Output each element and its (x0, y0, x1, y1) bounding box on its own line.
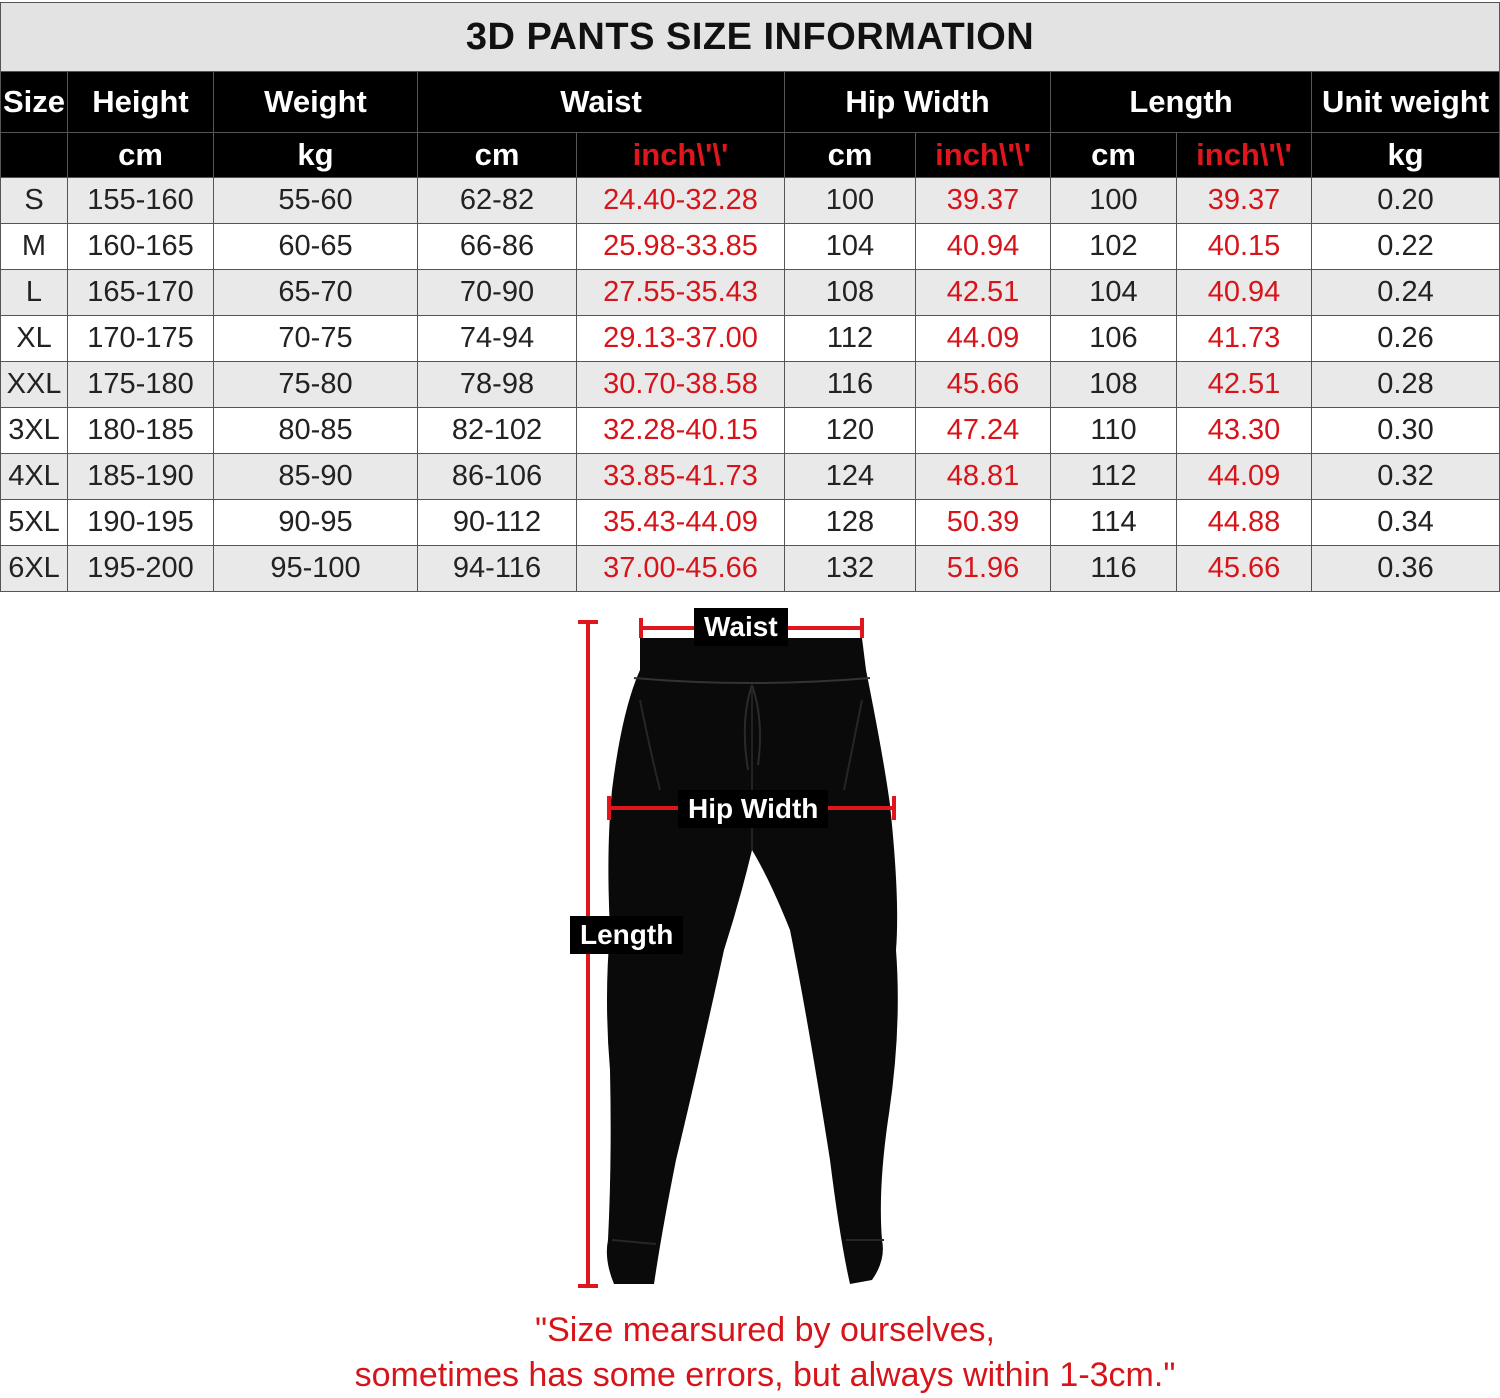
chart-title: 3D PANTS SIZE INFORMATION (1, 3, 1500, 72)
cell-size: 5XL (1, 500, 68, 546)
waist-label: Waist (694, 608, 788, 646)
cell-height: 170-175 (68, 316, 214, 362)
cell-hip-inch: 50.39 (916, 500, 1051, 546)
header-hip-width: Hip Width (785, 72, 1051, 133)
cell-height: 185-190 (68, 454, 214, 500)
measurement-note (0, 1308, 1500, 1398)
cell-hip-cm: 116 (785, 362, 916, 408)
cell-weight: 90-95 (214, 500, 418, 546)
cell-waist-cm: 70-90 (418, 270, 577, 316)
cell-weight: 55-60 (214, 178, 418, 224)
cell-length-inch: 41.73 (1177, 316, 1312, 362)
cell-size: 4XL (1, 454, 68, 500)
unit-length-inch: inch\'\' (1177, 133, 1312, 178)
cell-length-cm: 114 (1051, 500, 1177, 546)
table-row (1, 362, 1500, 408)
cell-length-inch: 44.88 (1177, 500, 1312, 546)
note-line-2: sometimes has some errors, but always within 1-3cm." (354, 1356, 1176, 1394)
size-rows (1, 178, 1500, 592)
cell-unit-weight: 0.20 (1312, 178, 1500, 224)
unit-waist-cm: cm (418, 133, 577, 178)
header-unit-weight: Unit weight (1312, 72, 1500, 133)
cell-weight: 85-90 (214, 454, 418, 500)
cell-length-cm: 102 (1051, 224, 1177, 270)
cell-weight: 70-75 (214, 316, 418, 362)
cell-waist-cm: 62-82 (418, 178, 577, 224)
unit-height: cm (68, 133, 214, 178)
header-height: Height (68, 72, 214, 133)
unit-length-cm: cm (1051, 133, 1177, 178)
cell-length-cm: 110 (1051, 408, 1177, 454)
cell-size: S (1, 178, 68, 224)
cell-waist-cm: 66-86 (418, 224, 577, 270)
cell-waist-cm: 94-116 (418, 546, 577, 592)
table-row (1, 316, 1500, 362)
length-label: Length (570, 916, 683, 954)
cell-height: 160-165 (68, 224, 214, 270)
cell-waist-inch: 27.55-35.43 (577, 270, 785, 316)
cell-hip-cm: 104 (785, 224, 916, 270)
unit-size (1, 133, 68, 178)
table-row (1, 270, 1500, 316)
cell-waist-cm: 74-94 (418, 316, 577, 362)
cell-hip-inch: 51.96 (916, 546, 1051, 592)
cell-waist-inch: 32.28-40.15 (577, 408, 785, 454)
cell-height: 190-195 (68, 500, 214, 546)
cell-waist-cm: 86-106 (418, 454, 577, 500)
cell-hip-cm: 124 (785, 454, 916, 500)
cell-unit-weight: 0.26 (1312, 316, 1500, 362)
note-line-1: "Size mearsured by ourselves, (535, 1311, 995, 1349)
cell-waist-inch: 25.98-33.85 (577, 224, 785, 270)
cell-weight: 95-100 (214, 546, 418, 592)
cell-unit-weight: 0.34 (1312, 500, 1500, 546)
cell-size: XXL (1, 362, 68, 408)
table-row (1, 546, 1500, 592)
cell-weight: 60-65 (214, 224, 418, 270)
cell-unit-weight: 0.24 (1312, 270, 1500, 316)
cell-length-cm: 108 (1051, 362, 1177, 408)
cell-hip-cm: 112 (785, 316, 916, 362)
cell-hip-inch: 45.66 (916, 362, 1051, 408)
cell-length-cm: 104 (1051, 270, 1177, 316)
cell-weight: 75-80 (214, 362, 418, 408)
cell-height: 175-180 (68, 362, 214, 408)
table-row (1, 454, 1500, 500)
cell-waist-cm: 78-98 (418, 362, 577, 408)
header-length: Length (1051, 72, 1312, 133)
cell-hip-cm: 100 (785, 178, 916, 224)
cell-hip-cm: 108 (785, 270, 916, 316)
cell-length-inch: 42.51 (1177, 362, 1312, 408)
cell-length-inch: 40.94 (1177, 270, 1312, 316)
pants-illustration (0, 600, 1500, 1300)
cell-hip-inch: 39.37 (916, 178, 1051, 224)
cell-waist-inch: 24.40-32.28 (577, 178, 785, 224)
cell-hip-cm: 120 (785, 408, 916, 454)
cell-height: 165-170 (68, 270, 214, 316)
cell-unit-weight: 0.30 (1312, 408, 1500, 454)
cell-hip-inch: 44.09 (916, 316, 1051, 362)
cell-waist-inch: 33.85-41.73 (577, 454, 785, 500)
pants-measurement-diagram (0, 600, 1500, 1300)
unit-unit-weight: kg (1312, 133, 1500, 178)
cell-waist-cm: 82-102 (418, 408, 577, 454)
unit-waist-inch: inch\'\' (577, 133, 785, 178)
cell-weight: 80-85 (214, 408, 418, 454)
size-chart-table (0, 2, 1500, 592)
cell-length-inch: 45.66 (1177, 546, 1312, 592)
cell-hip-inch: 48.81 (916, 454, 1051, 500)
table-row (1, 224, 1500, 270)
cell-size: 3XL (1, 408, 68, 454)
cell-waist-cm: 90-112 (418, 500, 577, 546)
cell-waist-inch: 30.70-38.58 (577, 362, 785, 408)
cell-waist-inch: 35.43-44.09 (577, 500, 785, 546)
cell-size: L (1, 270, 68, 316)
header-waist: Waist (418, 72, 785, 133)
cell-waist-inch: 37.00-45.66 (577, 546, 785, 592)
cell-hip-inch: 42.51 (916, 270, 1051, 316)
cell-length-inch: 44.09 (1177, 454, 1312, 500)
cell-weight: 65-70 (214, 270, 418, 316)
hip-width-label: Hip Width (678, 790, 828, 828)
cell-length-inch: 40.15 (1177, 224, 1312, 270)
cell-hip-cm: 132 (785, 546, 916, 592)
length-measure-line (578, 622, 598, 1286)
table-row (1, 408, 1500, 454)
cell-hip-inch: 40.94 (916, 224, 1051, 270)
unit-hip-inch: inch\'\' (916, 133, 1051, 178)
cell-height: 195-200 (68, 546, 214, 592)
table-row (1, 500, 1500, 546)
cell-length-inch: 43.30 (1177, 408, 1312, 454)
cell-unit-weight: 0.32 (1312, 454, 1500, 500)
header-size: Size (1, 72, 68, 133)
header-weight: Weight (214, 72, 418, 133)
cell-size: M (1, 224, 68, 270)
unit-weight-kg: kg (214, 133, 418, 178)
cell-hip-cm: 128 (785, 500, 916, 546)
cell-length-cm: 116 (1051, 546, 1177, 592)
cell-length-cm: 100 (1051, 178, 1177, 224)
cell-length-cm: 106 (1051, 316, 1177, 362)
cell-waist-inch: 29.13-37.00 (577, 316, 785, 362)
cell-hip-inch: 47.24 (916, 408, 1051, 454)
cell-length-cm: 112 (1051, 454, 1177, 500)
cell-size: 6XL (1, 546, 68, 592)
table-row (1, 178, 1500, 224)
unit-hip-cm: cm (785, 133, 916, 178)
cell-unit-weight: 0.36 (1312, 546, 1500, 592)
cell-unit-weight: 0.28 (1312, 362, 1500, 408)
cell-height: 180-185 (68, 408, 214, 454)
cell-unit-weight: 0.22 (1312, 224, 1500, 270)
cell-length-inch: 39.37 (1177, 178, 1312, 224)
cell-size: XL (1, 316, 68, 362)
cell-height: 155-160 (68, 178, 214, 224)
